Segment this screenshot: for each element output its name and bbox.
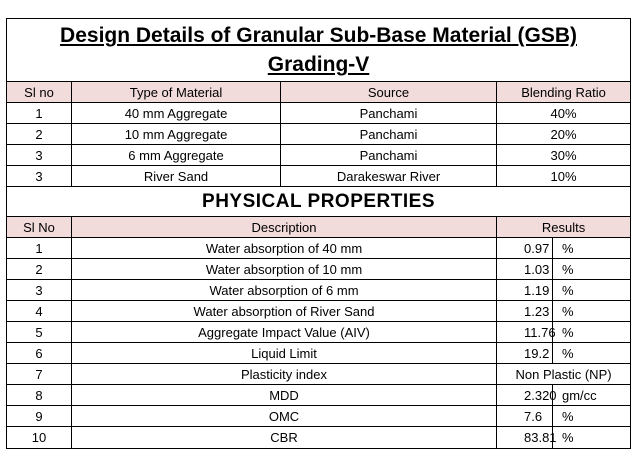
property-value: 0.97: [497, 238, 553, 259]
property-description: Water absorption of 10 mm: [72, 259, 497, 280]
property-sl: 6: [7, 343, 72, 364]
property-value: 1.23: [497, 301, 553, 322]
property-description: OMC: [72, 406, 497, 427]
blend-ratio: 20%: [497, 124, 631, 145]
property-unit: gm/cc: [553, 385, 631, 406]
blend-sl: 3: [7, 166, 72, 187]
property-row: [7, 427, 631, 449]
title-row: [7, 19, 631, 82]
blend-type: 6 mm Aggregate: [72, 145, 281, 166]
blend-sl: 1: [7, 103, 72, 124]
blend-row: [7, 145, 631, 166]
physical-header-results: Results: [497, 217, 631, 238]
property-row: [7, 385, 631, 406]
physical-header-row: [7, 217, 631, 238]
blend-header-ratio: Blending Ratio: [497, 82, 631, 103]
property-value: 7.6: [497, 406, 553, 427]
section-title: PHYSICAL PROPERTIES: [7, 187, 631, 217]
blend-ratio: 10%: [497, 166, 631, 187]
blend-source: Panchami: [281, 145, 497, 166]
blend-header-source: Source: [281, 82, 497, 103]
property-unit: %: [553, 259, 631, 280]
property-description: Aggregate Impact Value (AIV): [72, 322, 497, 343]
blend-type: 10 mm Aggregate: [72, 124, 281, 145]
property-row: [7, 238, 631, 259]
property-description: Water absorption of 6 mm: [72, 280, 497, 301]
property-sl: 9: [7, 406, 72, 427]
document-subtitle: Grading-V: [267, 53, 370, 76]
property-description: Water absorption of River Sand: [72, 301, 497, 322]
property-row: [7, 280, 631, 301]
blend-row: [7, 124, 631, 145]
property-description: Plasticity index: [72, 364, 497, 385]
gsb-design-table: [6, 18, 631, 449]
property-value: 11.76: [497, 322, 553, 343]
property-sl: 8: [7, 385, 72, 406]
property-unit: %: [553, 406, 631, 427]
property-unit: %: [553, 322, 631, 343]
blend-header-sl: Sl no: [7, 82, 72, 103]
property-sl: 3: [7, 280, 72, 301]
blend-type: 40 mm Aggregate: [72, 103, 281, 124]
blend-row: [7, 103, 631, 124]
property-sl: 10: [7, 427, 72, 449]
property-row: [7, 301, 631, 322]
property-value: Non Plastic (NP): [497, 364, 631, 385]
property-description: Water absorption of 40 mm: [72, 238, 497, 259]
property-value: 2.320: [497, 385, 553, 406]
blend-source: Panchami: [281, 124, 497, 145]
property-row: [7, 259, 631, 280]
blend-type: River Sand: [72, 166, 281, 187]
property-row: [7, 322, 631, 343]
property-unit: %: [553, 238, 631, 259]
property-value: 1.19: [497, 280, 553, 301]
property-sl: 7: [7, 364, 72, 385]
blend-source: Panchami: [281, 103, 497, 124]
property-unit: %: [553, 301, 631, 322]
property-description: Liquid Limit: [72, 343, 497, 364]
property-value: 19.2: [497, 343, 553, 364]
property-value: 1.03: [497, 259, 553, 280]
property-value: 83.81: [497, 427, 553, 449]
property-row: [7, 364, 631, 385]
property-unit: %: [553, 427, 631, 449]
blend-sl: 3: [7, 145, 72, 166]
gsb-design-sheet: [6, 18, 630, 449]
property-unit: %: [553, 280, 631, 301]
physical-header-sl: Sl No: [7, 217, 72, 238]
property-sl: 1: [7, 238, 72, 259]
physical-header-description: Description: [72, 217, 497, 238]
property-description: MDD: [72, 385, 497, 406]
property-row: [7, 406, 631, 427]
property-sl: 4: [7, 301, 72, 322]
blend-header-type: Type of Material: [72, 82, 281, 103]
blend-source: Darakeswar River: [281, 166, 497, 187]
blend-sl: 2: [7, 124, 72, 145]
property-unit: %: [553, 343, 631, 364]
title-cell: [7, 19, 631, 82]
property-sl: 2: [7, 259, 72, 280]
property-row: [7, 343, 631, 364]
blend-row: [7, 166, 631, 187]
blend-header-row: [7, 82, 631, 103]
property-description: CBR: [72, 427, 497, 449]
document-title: Design Details of Granular Sub-Base Material (GSB): [60, 24, 577, 47]
property-sl: 5: [7, 322, 72, 343]
blend-ratio: 40%: [497, 103, 631, 124]
section-title-row: [7, 187, 631, 217]
blend-ratio: 30%: [497, 145, 631, 166]
